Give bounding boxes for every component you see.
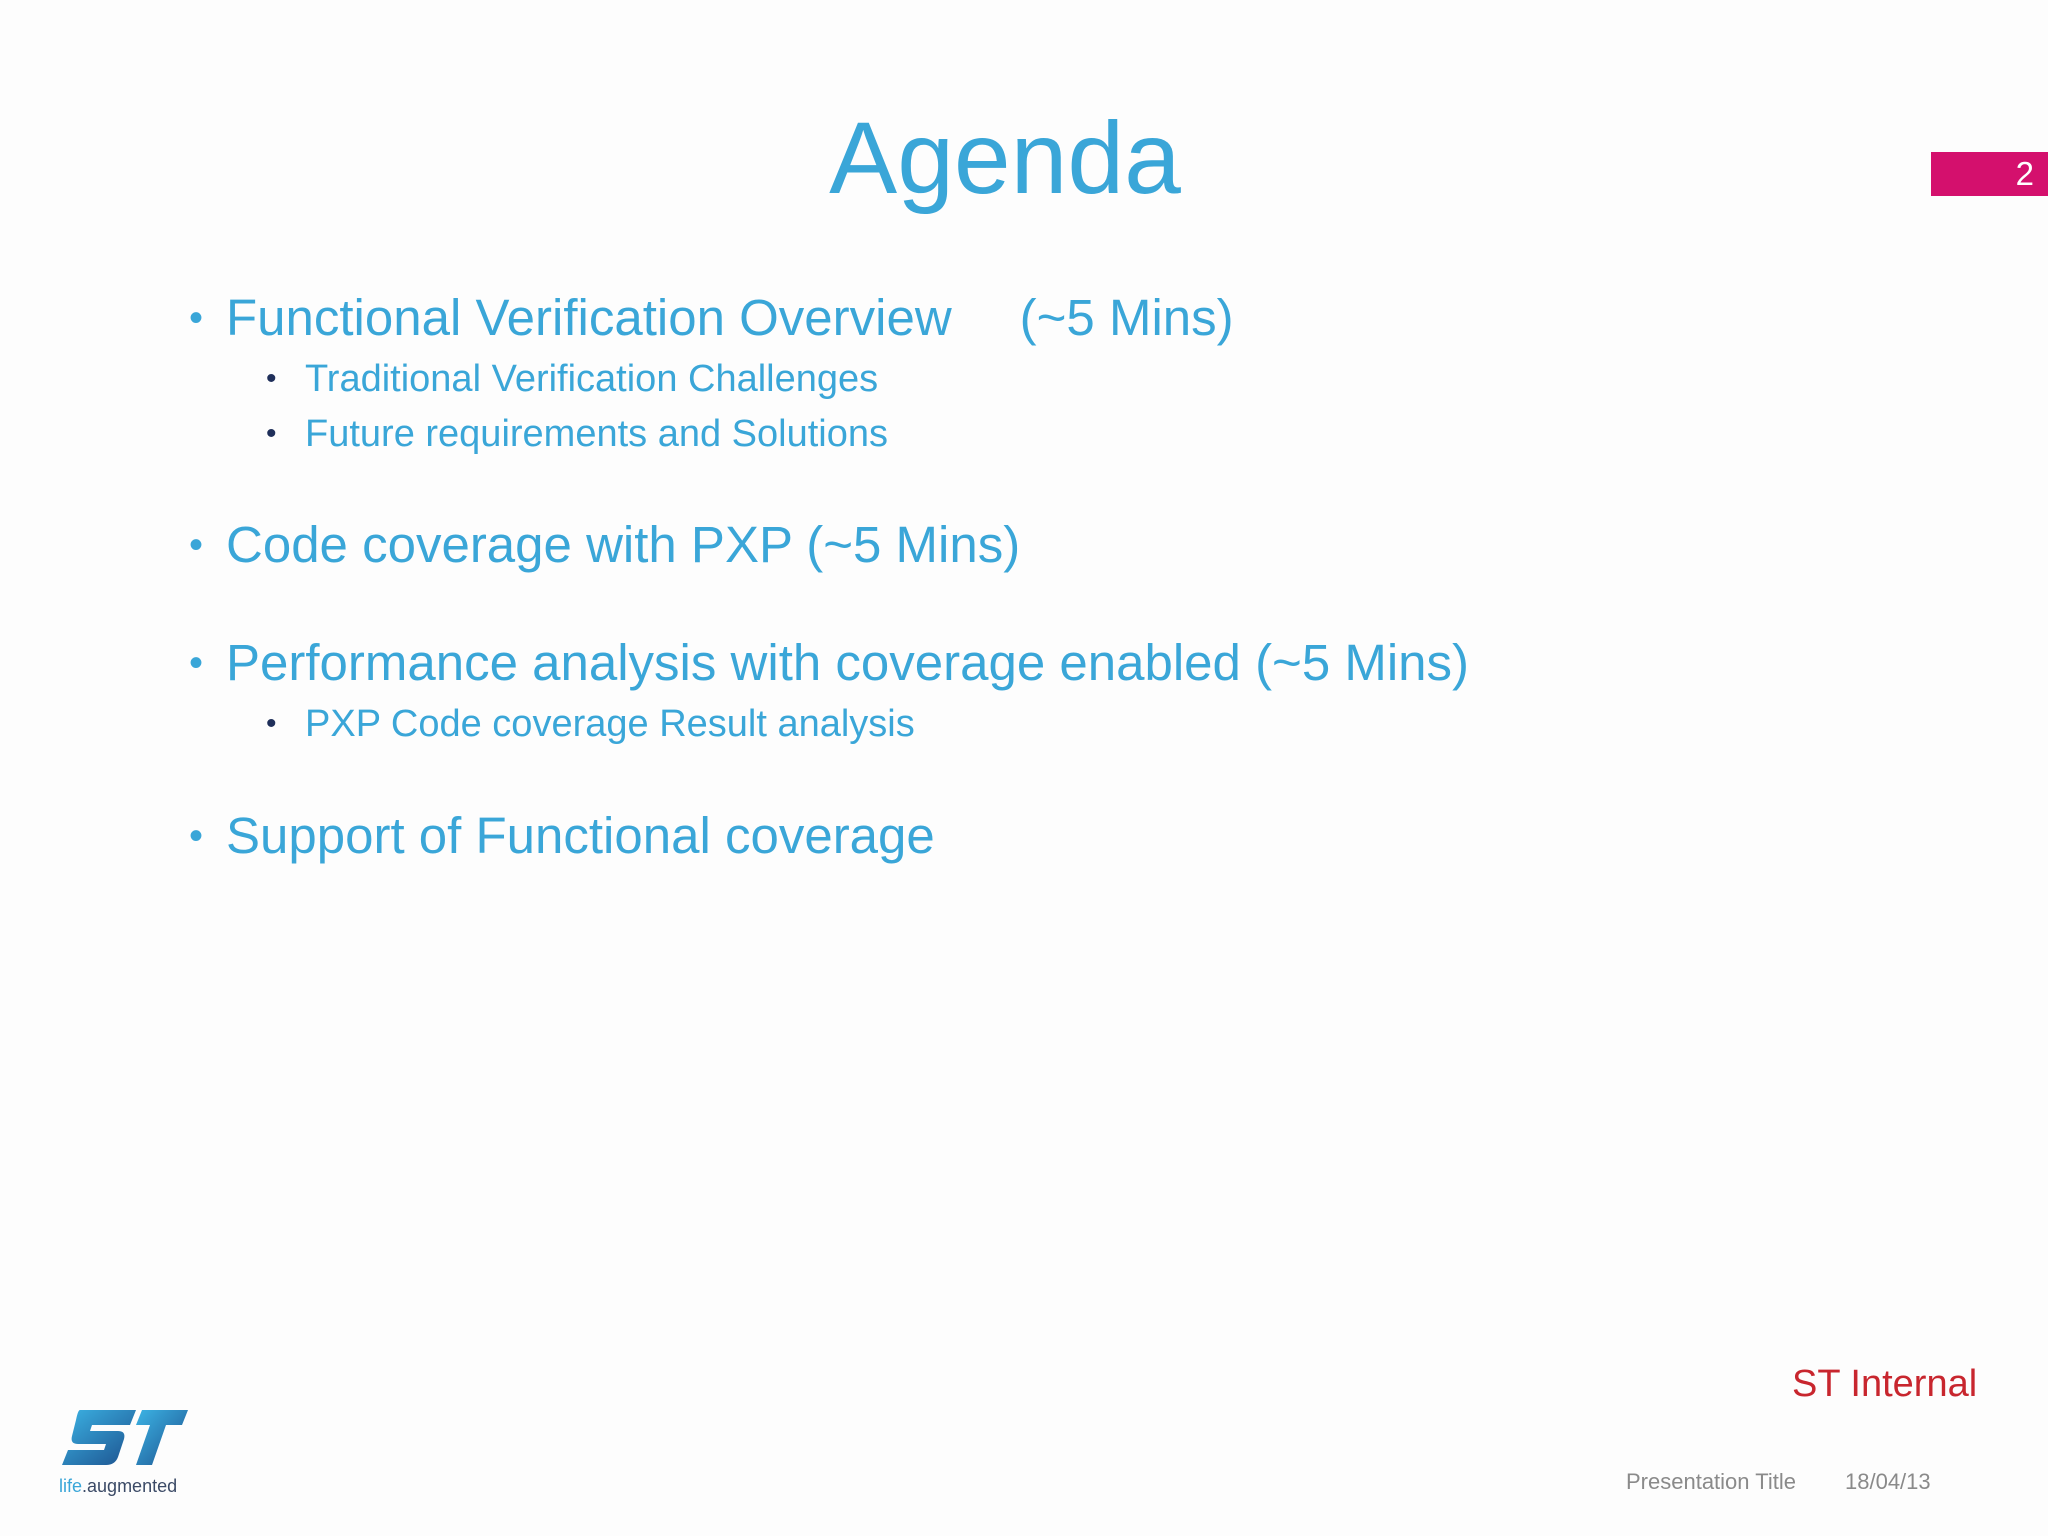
agenda-item-text: Code coverage with PXP (~5 Mins) — [226, 516, 1021, 573]
bullet-icon: • — [189, 814, 204, 858]
agenda-item — [189, 515, 1021, 575]
agenda-subitem — [266, 701, 915, 747]
agenda-item — [189, 633, 1470, 693]
bullet-icon: • — [266, 362, 277, 395]
bullet-icon: • — [189, 296, 204, 340]
agenda-item-text: Support of Functional coverage — [226, 807, 935, 864]
footer-presentation-title: Presentation Title — [1626, 1469, 1796, 1494]
page-number-badge: 2 — [1931, 152, 2048, 196]
bullet-icon: • — [189, 641, 204, 685]
agenda-subitem-text: Traditional Verification Challenges — [305, 358, 879, 400]
agenda-subitem-text: Future requirements and Solutions — [305, 413, 888, 455]
bullet-icon: • — [266, 417, 277, 450]
agenda-subitem — [266, 356, 879, 402]
agenda-item-text: Performance analysis with coverage enabled (~5 Mins) — [226, 634, 1470, 691]
bullet-icon: • — [266, 707, 277, 740]
footer-date: 18/04/13 — [1845, 1469, 1931, 1494]
bullet-icon: • — [189, 523, 204, 567]
agenda-item — [189, 288, 1234, 348]
agenda-item-text: Functional Verification Overview — [226, 289, 952, 346]
agenda-subitem-text: PXP Code coverage Result analysis — [305, 703, 915, 745]
agenda-subitem — [266, 411, 888, 457]
slide-title: Agenda — [829, 101, 1181, 215]
logo-tagline: life.augmented — [59, 1476, 178, 1496]
agenda-item-duration: (~5 Mins) — [1019, 289, 1234, 346]
classification-label: ST Internal — [1792, 1363, 1978, 1405]
agenda-item — [189, 806, 935, 866]
